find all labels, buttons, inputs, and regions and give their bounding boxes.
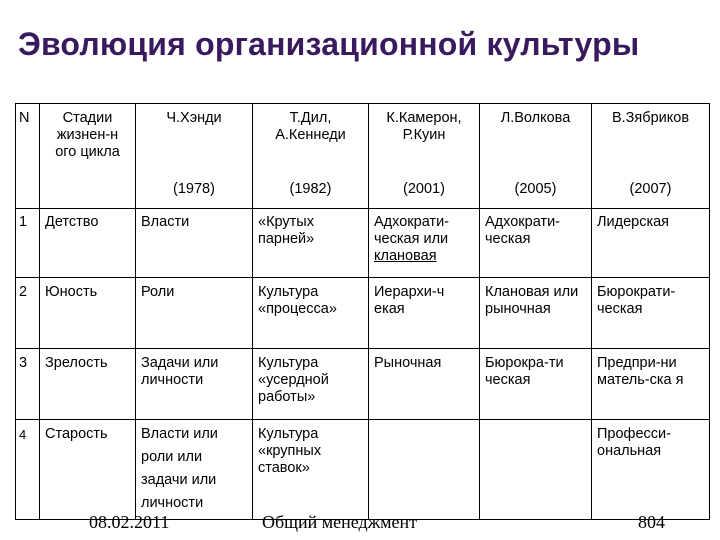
footer-date: 08.02.2011 (89, 512, 170, 532)
row-stage: Зрелость (40, 349, 136, 420)
author-year: (2005) (514, 181, 557, 197)
header-author-volkova (480, 104, 592, 209)
slide-title: Эволюция организационной культуры (18, 26, 640, 62)
footer-page-number: 804 (638, 512, 665, 532)
table-row (16, 420, 710, 520)
row-num: 2 (16, 278, 40, 349)
cell-zyabrikov: Бюрократи-ческая (592, 278, 710, 349)
author-name: Ч.Хэнди (166, 110, 222, 126)
row-stage: Юность (40, 278, 136, 349)
cell-handy: Власти или роли или задачи или личности (136, 420, 253, 520)
header-author-cameron-quinn (369, 104, 480, 209)
author-year: (1982) (289, 181, 332, 197)
cell-cameron-quinn (369, 209, 480, 278)
cell-text-underlined: клановая (374, 248, 437, 264)
table-row (16, 349, 710, 420)
cell-handy: Задачи или личности (136, 349, 253, 420)
author-name: Л.Волкова (500, 110, 571, 126)
cell-deal-kennedy: Культура «процесса» (253, 278, 369, 349)
author-year: (2007) (629, 181, 672, 197)
author-name: В.Зябриков (611, 110, 690, 126)
cell-zyabrikov: Професси-ональная (592, 420, 710, 520)
table-row (16, 278, 710, 349)
cell-zyabrikov: Предпри-ни матель-ска я (592, 349, 710, 420)
table-header-row (16, 104, 710, 209)
cell-handy: Власти (136, 209, 253, 278)
cell-volkova (480, 420, 592, 520)
cell-volkova: Клановая или рыночная (480, 278, 592, 349)
table-row (16, 209, 710, 278)
row-stage: Детство (40, 209, 136, 278)
row-num: 1 (16, 209, 40, 278)
header-author-deal-kennedy (253, 104, 369, 209)
header-stage: Стадии жизнен-н ого цикла (40, 104, 136, 209)
cell-deal-kennedy: Культура «усердной работы» (253, 349, 369, 420)
cell-zyabrikov: Лидерская (592, 209, 710, 278)
author-name: К.Камерон, Р.Куин (386, 110, 462, 143)
header-num: N (16, 104, 40, 209)
author-year: (2001) (403, 181, 445, 197)
cell-deal-kennedy: «Крутых парней» (253, 209, 369, 278)
header-author-zyabrikov (592, 104, 710, 209)
header-author-handy (136, 104, 253, 209)
row-num: 4 (16, 420, 40, 520)
cell-volkova: Адхократи-ческая (480, 209, 592, 278)
author-name: Т.Дил, А.Кеннеди (275, 110, 346, 143)
cell-cameron-quinn: Рыночная (369, 349, 480, 420)
author-year: (1978) (173, 181, 215, 197)
cell-deal-kennedy: Культура «крупных ставок» (253, 420, 369, 520)
cell-handy: Роли (136, 278, 253, 349)
row-num: 3 (16, 349, 40, 420)
cell-cameron-quinn (369, 420, 480, 520)
cell-volkova: Бюрокра-ти ческая (480, 349, 592, 420)
row-stage: Старость (40, 420, 136, 520)
cell-text: Адхократи-ческая или (374, 214, 450, 247)
footer-subject: Общий менеджмент (262, 512, 418, 532)
cell-cameron-quinn: Иерархи-ч екая (369, 278, 480, 349)
culture-evolution-table (15, 103, 710, 520)
